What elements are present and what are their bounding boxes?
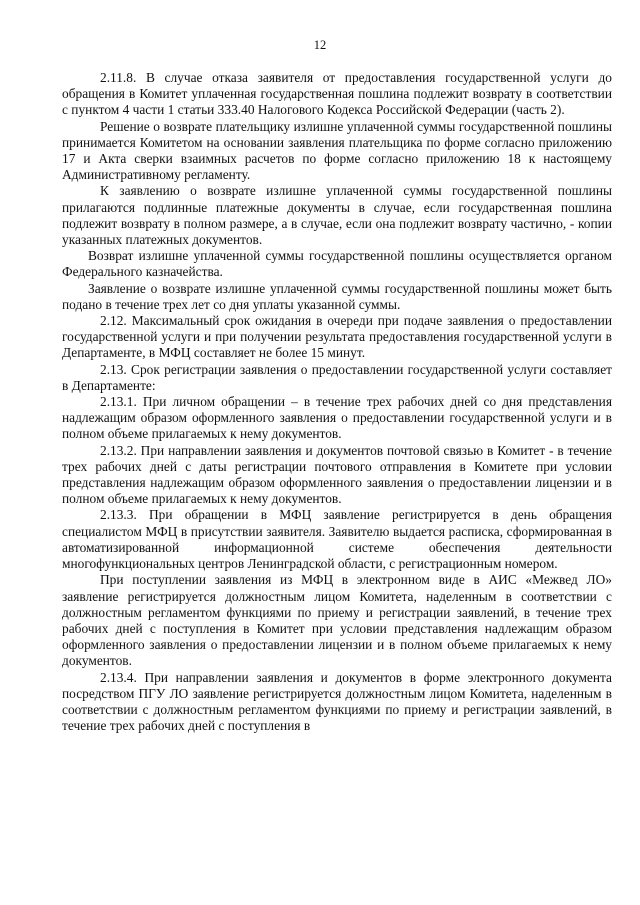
paragraph-2-13: 2.13. Срок регистрации заявления о предоставлении государственной услуги составляет в Департаменте: (62, 361, 612, 393)
paragraph-2-13-2: 2.13.2. При направлении заявления и документов почтовой связью в Комитет - в течение трех рабочих дней с даты регистрации почтового отправления в Комитете при условии представления надлежащим образом оформленного заявления о предоставлении лицензии и в полном объеме прилагаемых к нему документов. (62, 442, 612, 507)
paragraph-2-12: 2.12. Максимальный срок ожидания в очереди при подаче заявления о предоставлении государственной услуги и при получении результата предоставления государственной услуги в Департаменте, в МФЦ составляет не более 15 минут. (62, 313, 612, 361)
paragraph-2-13-4: 2.13.4. При направлении заявления и документов в форме электронного документа посредством ПГУ ЛО заявление регистрируется должностным лицом Комитета, наделенным в соответствии с должностным регламентом функциями по приему и регистрации заявлений, в течение трех рабочих дней с поступления в (62, 669, 612, 734)
page-number: 12 (313, 38, 327, 52)
paragraph-2-11-8: 2.11.8. В случае отказа заявителя от предоставления государственной услуги до обращения в Комитет уплаченная государственная пошлина подлежит возврату в соответствии с пунктом 4 части 1 статьи 333.40 Налогового Кодекса Российской Федерации (часть 2). (62, 70, 612, 118)
paragraph-2-13-1: 2.13.1. При личном обращении – в течение трех рабочих дней со дня представления надлежащим образом оформленного заявления о предоставлении государственной услуги и в полном объеме прилагаемых к нему документов. (62, 394, 612, 442)
paragraph-refund-decision: Решение о возврате плательщику излишне уплаченной суммы государственной пошлины принимается Комитетом на основании заявления плательщика по форме согласно приложению 17 и Акта сверки взаимных расчетов по форме согласно приложению 18 к настоящему Административному регламенту. (62, 118, 612, 183)
paragraph-refund-attachments: К заявлению о возврате излишне уплаченной суммы государственной пошлины прилагаются подлинные платежные документы в случае, если государственная пошлина подлежит возврату в полном размере, а в случае, если она подлежит возврату частично, - копии указанных платежных документов. (62, 183, 612, 248)
paragraph-mfc-electronic: При поступлении заявления из МФЦ в электронном виде в АИС «Межвед ЛО» заявление регистрируется должностным лицом Комитета, наделенным в соответствии с должностным регламентом функциями по приему и регистрации заявлений, в течение трех рабочих дней с поступления в Комитет при условии представления надлежащим образом оформленного заявления о предоставлении лицензии и в полном объеме прилагаемых к нему документов. (62, 572, 612, 669)
document-body (62, 70, 612, 734)
paragraph-refund-term: Заявление о возврате излишне уплаченной суммы государственной пошлины может быть подано в течение трех лет со дня уплаты указанной суммы. (62, 280, 612, 312)
paragraph-refund-treasury: Возврат излишне уплаченной суммы государственной пошлины осуществляется органом Федерального казначейства. (62, 248, 612, 280)
paragraph-2-13-3: 2.13.3. При обращении в МФЦ заявление регистрируется в день обращения специалистом МФЦ в присутствии заявителя. Заявителю выдается расписка, сформированная в автоматизированной информационной системе обеспечения деятельности многофункциональных центров Ленинградской области, с регистрационным номером. (62, 507, 612, 572)
